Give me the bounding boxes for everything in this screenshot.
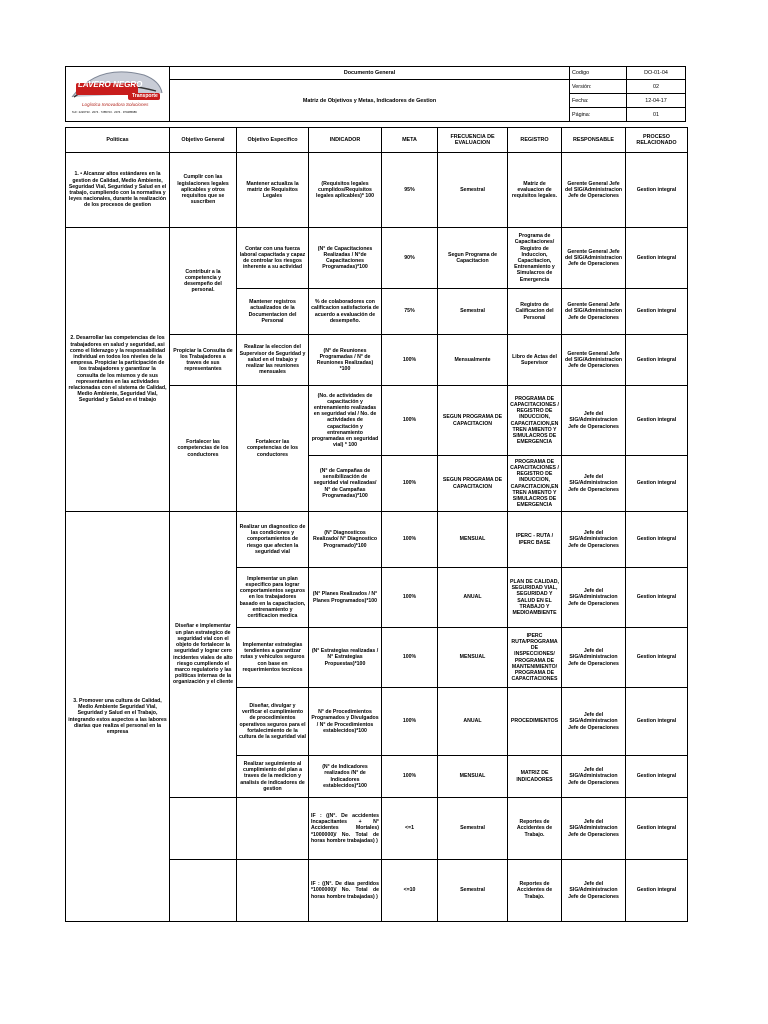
col-frecuencia: FRECUENCIA DE EVALUACION <box>438 128 508 153</box>
registry-cell: Reportes de Accidentes de Trabajo. <box>508 798 562 860</box>
table-row <box>66 153 688 228</box>
frequency-cell: MENSUAL <box>438 628 508 688</box>
general-objective-cell <box>170 798 237 860</box>
process-cell: Gestion integral <box>626 860 688 922</box>
specific-objective-cell <box>237 798 309 860</box>
registry-cell: Programa de Capacitaciones/ Registro de Induccion, Capacitacion, Entrenamiento y Simulacros de Emergencia <box>508 228 562 289</box>
registry-cell: MATRIZ DE INDICADORES <box>508 756 562 798</box>
indicator-cell: (N° Estrategias realizadas / N° Estrategias Propuestas)*100 <box>309 628 382 688</box>
process-cell: Gestion integral <box>626 228 688 289</box>
general-objective-cell <box>170 860 237 922</box>
frequency-cell: ANUAL <box>438 688 508 756</box>
meta-cell: 100% <box>382 456 438 512</box>
specific-objective-cell: Implementar un plan especifico para lograr comportamientos seguros en los trabajadores basado en la capacitacion, entrenamiento y certificacion medica <box>237 568 309 628</box>
process-cell: Gestion integral <box>626 289 688 335</box>
policy-cell: 2. Desarrollar las competencias de los trabajadores en salud y seguridad, asi como el liderazgo y la responsabilidad individual en todos los niveles de la empresa. Propiciar la participación de los trabajadores y garantizar la consulta de los mismos y de sus representantes en las actividades relacionadas con el sistema de Calidad, Medio Ambiente, Seguridad Vial, Seguridad y Salud en el trabajo <box>66 228 170 512</box>
specific-objective-cell: Mantener actualiza la matriz de Requisitos Legales <box>237 153 309 228</box>
frequency-cell: SEGUN PROGRAMA DE CAPACITACION <box>438 456 508 512</box>
registry-cell: Reportes de Accidentes de Trabajo. <box>508 860 562 922</box>
process-cell: Gestion integral <box>626 628 688 688</box>
frequency-cell: ANUAL <box>438 568 508 628</box>
registry-cell: IPERC RUTA/PROGRAMA DE INSPECCIONES/ PROGRAMA DE MANTENIMIENTO/ PROGRAMA DE CAPACITACIONES <box>508 628 562 688</box>
meta-cell: 95% <box>382 153 438 228</box>
registry-cell: Registro de Calificacion del Personal <box>508 289 562 335</box>
frequency-cell: Semestral <box>438 860 508 922</box>
policy-cell: 1. • Alcanzar altos estándares en la gestion de Calidad, Medio Ambiente, Seguridad Vial, Seguridad y Salud en el trabajo, cumpliendo con la normativa y leyes nacionales, durante la realización de los procesos de gestion <box>66 153 170 228</box>
specific-objective-cell: Fortalecer las competencias de los conductores <box>237 386 309 512</box>
responsible-cell: Gerente General Jefe del SIG/Administracion Jefe de Operaciones <box>562 289 626 335</box>
registry-cell: PROCEDIMIENTOS <box>508 688 562 756</box>
table-row <box>66 228 688 289</box>
indicator-cell: IF : ((N°. De dias perdidos *1000000)/ No. Total de horas hombre trabajadas) ) <box>309 860 382 922</box>
col-responsable: RESPONSABLE <box>562 128 626 153</box>
meta-value-1: 02 <box>627 80 686 94</box>
registry-cell: Matriz de evaluacion de requisitos legales. <box>508 153 562 228</box>
frequency-cell: Semestral <box>438 153 508 228</box>
process-cell: Gestion integral <box>626 386 688 456</box>
policy-cell: 3. Promover una cultura de Calidad, Medio Ambiente Seguridad Vial, Seguridad y Salud en el Trabajo, integrando estos aspectos a las labores diarias que realiza el personal en la empresa <box>66 512 170 922</box>
process-cell: Gestion integral <box>626 153 688 228</box>
meta-cell: 100% <box>382 628 438 688</box>
meta-label-2: Fecha: <box>570 94 627 108</box>
responsible-cell: Jefe del SIG/Administracion Jefe de Operaciones <box>562 756 626 798</box>
meta-cell: 100% <box>382 512 438 568</box>
responsible-cell: Jefe del SIG/Administracion Jefe de Operaciones <box>562 798 626 860</box>
indicator-cell: (No. de actividades de capacitación y entrenamiento realizadas en seguridad vial / No. de actividades de capacitación y entrenamiento programadas en seguridad vial) * 100 <box>309 386 382 456</box>
process-cell: Gestion integral <box>626 756 688 798</box>
meta-cell: <=1 <box>382 798 438 860</box>
specific-objective-cell: Realizar la eleccion del Supervisor de Seguridad y salud en el trabajo y realizar las reuniones mensuales <box>237 335 309 386</box>
responsible-cell: Jefe del SIG/Administracion Jefe de Operaciones <box>562 628 626 688</box>
specific-objective-cell <box>237 860 309 922</box>
responsible-cell: Gerente General Jefe del SIG/Administracion Jefe de Operaciones <box>562 228 626 289</box>
responsible-cell: Jefe del SIG/Administracion Jefe de Operaciones <box>562 386 626 456</box>
indicator-cell: IF : ((N°. De accidentes Incapacitantes + N° Accidentes Mortales) *1000000)/ No. Total de horas hombre trabajadas) ) <box>309 798 382 860</box>
process-cell: Gestion integral <box>626 335 688 386</box>
frequency-cell: Semestral <box>438 798 508 860</box>
general-objective-cell: Cumplir con las legislaciones legales aplicables y otros requisitos que se suscriben <box>170 153 237 228</box>
specific-objective-cell: Implementar estrategias tendientes a garantizar rutas y vehiculos seguros con base en requerimientos tecnicos <box>237 628 309 688</box>
specific-objective-cell: Diseñar, divulgar y verificar el cumplimiento de procedimientos operativos seguros para el fortalecimiento de la cultura de la seguridad vial <box>237 688 309 756</box>
indicator-cell: N° de Procedimientos Programados y Divulgados / N° de Procedimientos establecidos)*100 <box>309 688 382 756</box>
general-objective-cell: Contribuir a la competencia y desempeño del personal. <box>170 228 237 335</box>
responsible-cell: Gerente General Jefe del SIG/Administracion Jefe de Operaciones <box>562 335 626 386</box>
meta-cell: 75% <box>382 289 438 335</box>
meta-cell: 100% <box>382 568 438 628</box>
general-objective-cell: Diseñar e implementar un plan estrategico de seguridad vial con el objeto de fortalecer la seguridad y lograr cero incidentes viales de alto riesgo cumpliendo el marco regulatorio y las políticas internas de la organización y el cliente <box>170 512 237 798</box>
indicator-cell: (N° Diagnosticos Realizado/ N° Diagnostico Programado)*100 <box>309 512 382 568</box>
frequency-cell: Segun Programa de Capacitacion <box>438 228 508 289</box>
indicator-cell: (N° de Reuniones Programadas / N° de Reuniones Realizadas) *100 <box>309 335 382 386</box>
meta-value-0: DO-01-04 <box>627 67 686 80</box>
indicator-cell: (N° de Capacitaciones Realizadas / N°de Capacitaciones Programadas)*100 <box>309 228 382 289</box>
meta-cell: 100% <box>382 756 438 798</box>
process-cell: Gestion integral <box>626 568 688 628</box>
meta-cell: 90% <box>382 228 438 289</box>
registry-cell: PROGRAMA DE CAPACITACIONES / REGISTRO DE INDUCCION, CAPACITACION,ENTREN AMIENTO Y SIMULACROS DE EMERGENCIA <box>508 456 562 512</box>
general-objective-cell: Propiciar la Consulta de los Trabajadores a traves de sus representantes <box>170 335 237 386</box>
indicator-cell: (N° Planes Realizados / N° Planes Programados)*100 <box>309 568 382 628</box>
responsible-cell: Jefe del SIG/Administracion Jefe de Operaciones <box>562 568 626 628</box>
logo-contact: Telf.: 2226733 · 2074 · 7285723 · 2074 · 970485986 <box>72 110 137 114</box>
col-objetivo-especifico: Objetivo Especifico <box>237 128 309 153</box>
responsible-cell: Jefe del SIG/Administracion Jefe de Operaciones <box>562 512 626 568</box>
specific-objective-cell: Realizar un diagnostico de las condiciones y comportamientos de riesgo que afecten la seguridad vial <box>237 512 309 568</box>
frequency-cell: Semestral <box>438 289 508 335</box>
doc-subtitle: Matriz de Objetivos y Metas, Indicadores de Gestion <box>170 80 570 122</box>
col-meta: META <box>382 128 438 153</box>
doc-title: Documento General <box>170 67 570 80</box>
frequency-cell: SEGUN PROGRAMA DE CAPACITACION <box>438 386 508 456</box>
process-cell: Gestion integral <box>626 688 688 756</box>
frequency-cell: Mensualmente <box>438 335 508 386</box>
meta-label-1: Versión: <box>570 80 627 94</box>
process-cell: Gestion integral <box>626 798 688 860</box>
indicator-cell: (N° de Campañas de sensibilización de seguridad vial realizadas/ N° de Campañas Programadas)*100 <box>309 456 382 512</box>
column-header-row <box>66 128 688 153</box>
responsible-cell: Jefe del SIG/Administracion Jefe de Operaciones <box>562 860 626 922</box>
specific-objective-cell: Realizar seguimiento al cumplimiento del plan a traves de la medicion y analisis de indicadores de gestion <box>237 756 309 798</box>
meta-label-3: Página: <box>570 108 627 122</box>
table-row <box>66 512 688 568</box>
registry-cell: IPERC - RUTA / IPERC BASE <box>508 512 562 568</box>
specific-objective-cell: Mantener registros actualizados de la Documentacion del Personal <box>237 289 309 335</box>
meta-label-0: Codigo <box>570 67 627 80</box>
process-cell: Gestion integral <box>626 512 688 568</box>
logo-sub: Transporte <box>132 93 158 99</box>
col-politicas: Politicas <box>66 128 170 153</box>
meta-cell: 100% <box>382 386 438 456</box>
col-indicador: INDICADOR <box>309 128 382 153</box>
objectives-matrix <box>65 127 688 922</box>
meta-value-2: 12-04-17 <box>627 94 686 108</box>
meta-cell: 100% <box>382 688 438 756</box>
indicator-cell: % de colaboradores con calificacion satisfactoria de acuerdo a evaluación de desempeño. <box>309 289 382 335</box>
col-registro: REGISTRO <box>508 128 562 153</box>
col-proceso: PROCESO RELACIONADO <box>626 128 688 153</box>
indicator-cell: (N° de Indicadores realizados /N° de Indicadores establecidos)*100 <box>309 756 382 798</box>
responsible-cell: Jefe del SIG/Administracion Jefe de Operaciones <box>562 456 626 512</box>
logo-cell <box>66 67 170 122</box>
meta-cell: <=10 <box>382 860 438 922</box>
meta-cell: 100% <box>382 335 438 386</box>
responsible-cell: Jefe del SIG/Administracion Jefe de Operaciones <box>562 688 626 756</box>
specific-objective-cell: Contar con una fuerza laboral capacitada y capaz de controlar los riesgos inherente a su actividad <box>237 228 309 289</box>
process-cell: Gestion integral <box>626 456 688 512</box>
frequency-cell: MENSUAL <box>438 512 508 568</box>
logo-brand: LAVERO NEGRO <box>78 80 143 89</box>
frequency-cell: MENSUAL <box>438 756 508 798</box>
responsible-cell: Gerente General Jefe del SIG/Administracion Jefe de Operaciones <box>562 153 626 228</box>
registry-cell: PROGRAMA DE CAPACITACIONES / REGISTRO DE INDUCCION, CAPACITACION,ENTREN AMIENTO Y SIMULACROS DE EMERGENCIA <box>508 386 562 456</box>
meta-value-3: 01 <box>627 108 686 122</box>
indicator-cell: (Requisitos legales cumplidos/Requisitos legales aplicables)* 100 <box>309 153 382 228</box>
col-objetivo-general: Objetivo General <box>170 128 237 153</box>
company-logo <box>68 67 167 121</box>
general-objective-cell: Fortalecer las competencias de los conductores <box>170 386 237 512</box>
registry-cell: Libro de Actas del Supervisor <box>508 335 562 386</box>
document-header <box>65 66 686 122</box>
registry-cell: PLAN DE CALIDAD, SEGURIDAD VIAL, SEGURIDAD Y SALUD EN EL TRABAJO Y MEDIOAMBIENTE <box>508 568 562 628</box>
logo-tagline: Logística Innovadora Soluciones <box>82 102 149 107</box>
